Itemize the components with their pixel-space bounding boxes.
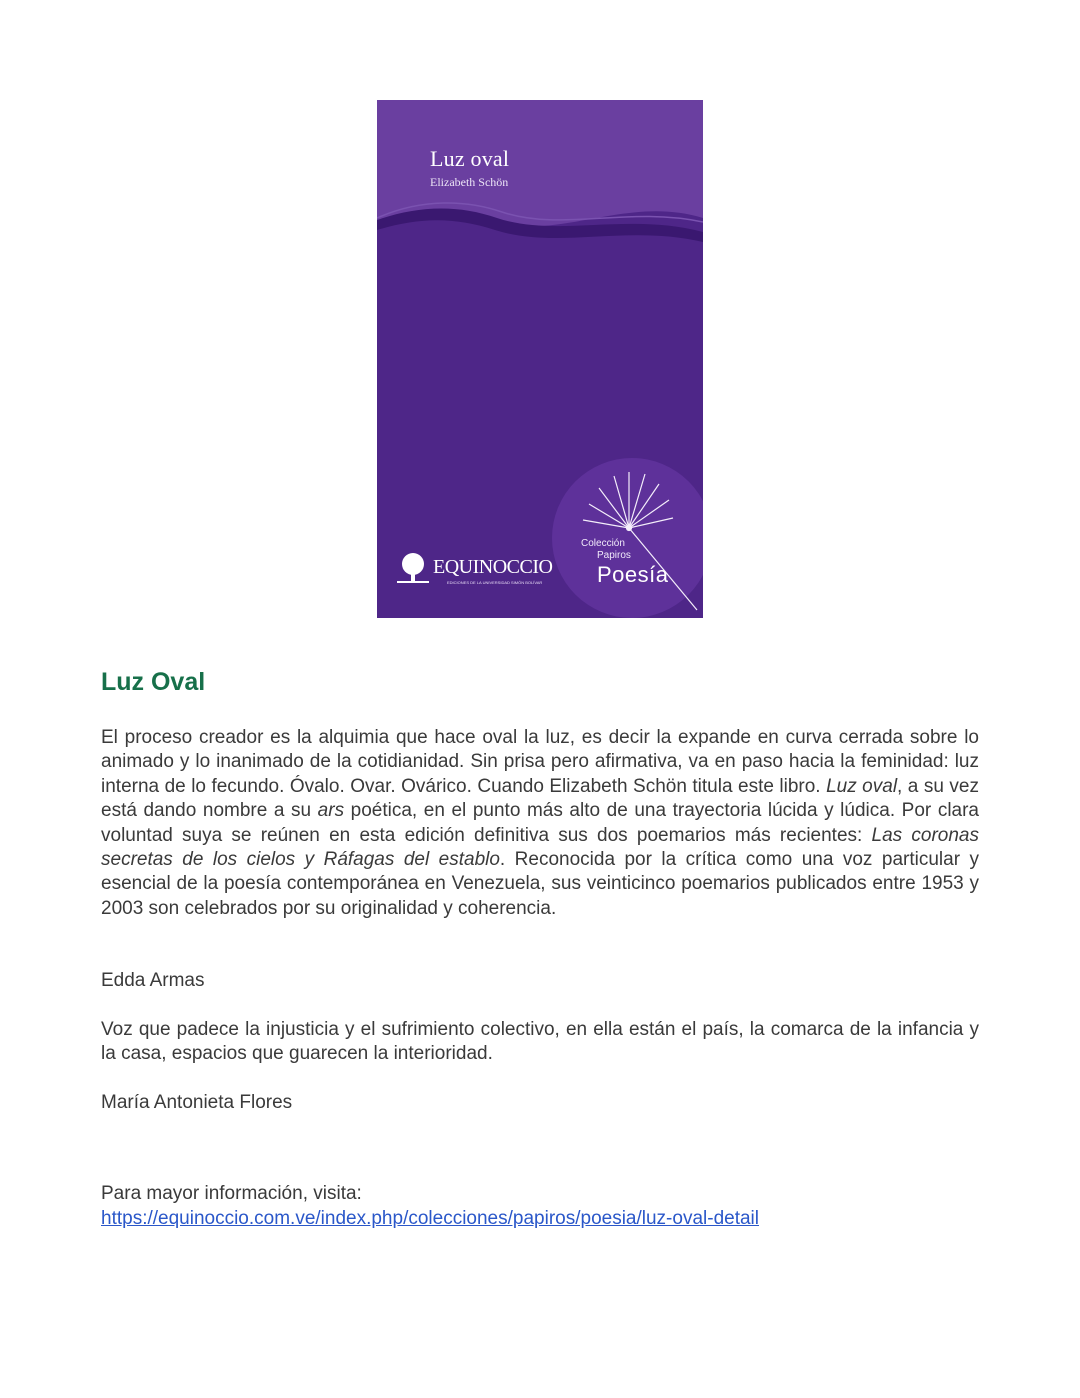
ars-italic: ars: [317, 800, 345, 822]
detail-link-line: [101, 1207, 979, 1231]
book-cover: [377, 100, 703, 618]
publisher-logo: [395, 550, 553, 590]
description-text: El proceso creador es la alquimia que hace oval la luz, es decir la expande en curva cerrada sobre lo animado y lo inanimado de la cotidianidad. Sin prisa pero afirmativa, va en paso hacia la feminidad: luz interna de lo fecundo. Óvalo. Ovar. Ovárico. Cuando Elizabeth Schön titula este libro.: [101, 727, 979, 797]
cover-author: Elizabeth Schön: [430, 175, 509, 189]
collection-genre: Poesía: [597, 562, 669, 587]
collection-label: Colección: [581, 538, 625, 549]
page-title: Luz Oval: [101, 668, 206, 696]
tree-icon: [395, 550, 431, 586]
description-text: . Reconocida por la crítica como una voz particular y esencial de la poesía contemporánea en Venezuela, sus veinticinco poemarios publicados entre 1953 y 2003 son celebrados por su originalidad y coherencia.: [101, 849, 979, 919]
publisher-name: EQUINOCCIO: [433, 556, 553, 578]
cover-artwork: [377, 100, 703, 618]
signature-maria-antonieta-flores: María Antonieta Flores: [101, 1092, 293, 1113]
publisher-tagline: EDICIONES DE LA UNIVERSIDAD SIMÓN BOLÍVAR: [447, 580, 543, 585]
description-text: , a su vez está dando nombre a su: [101, 775, 979, 822]
detail-link[interactable]: https://equinoccio.com.ve/index.php/colecciones/papiros/poesia/luz-oval-detail: [101, 1208, 759, 1229]
cover-title: Luz oval: [430, 146, 510, 171]
more-info-label: Para mayor información, visita:: [101, 1183, 362, 1204]
poemarios-italic: Las coronas secretas de los cielos y Ráfagas del establo: [101, 824, 979, 871]
collection-name: Papiros: [597, 550, 631, 561]
description-text: poética, en el punto más alto de una trayectoria lúcida y lúdica. Por clara voluntad suya se reúnen en esta edición definitiva sus dos poemarios más recientes:: [101, 800, 979, 846]
quote-paragraph: Voz que padece la injusticia y el sufrimiento colectivo, en ella están el país, la comarca de la infancia y la casa, espacios que guarecen la interioridad.: [101, 1019, 979, 1065]
description-paragraph: [101, 726, 979, 921]
book-title-italic: Luz oval: [826, 775, 898, 797]
signature-edda-armas: Edda Armas: [101, 970, 205, 991]
cover-top-band: [377, 100, 703, 226]
